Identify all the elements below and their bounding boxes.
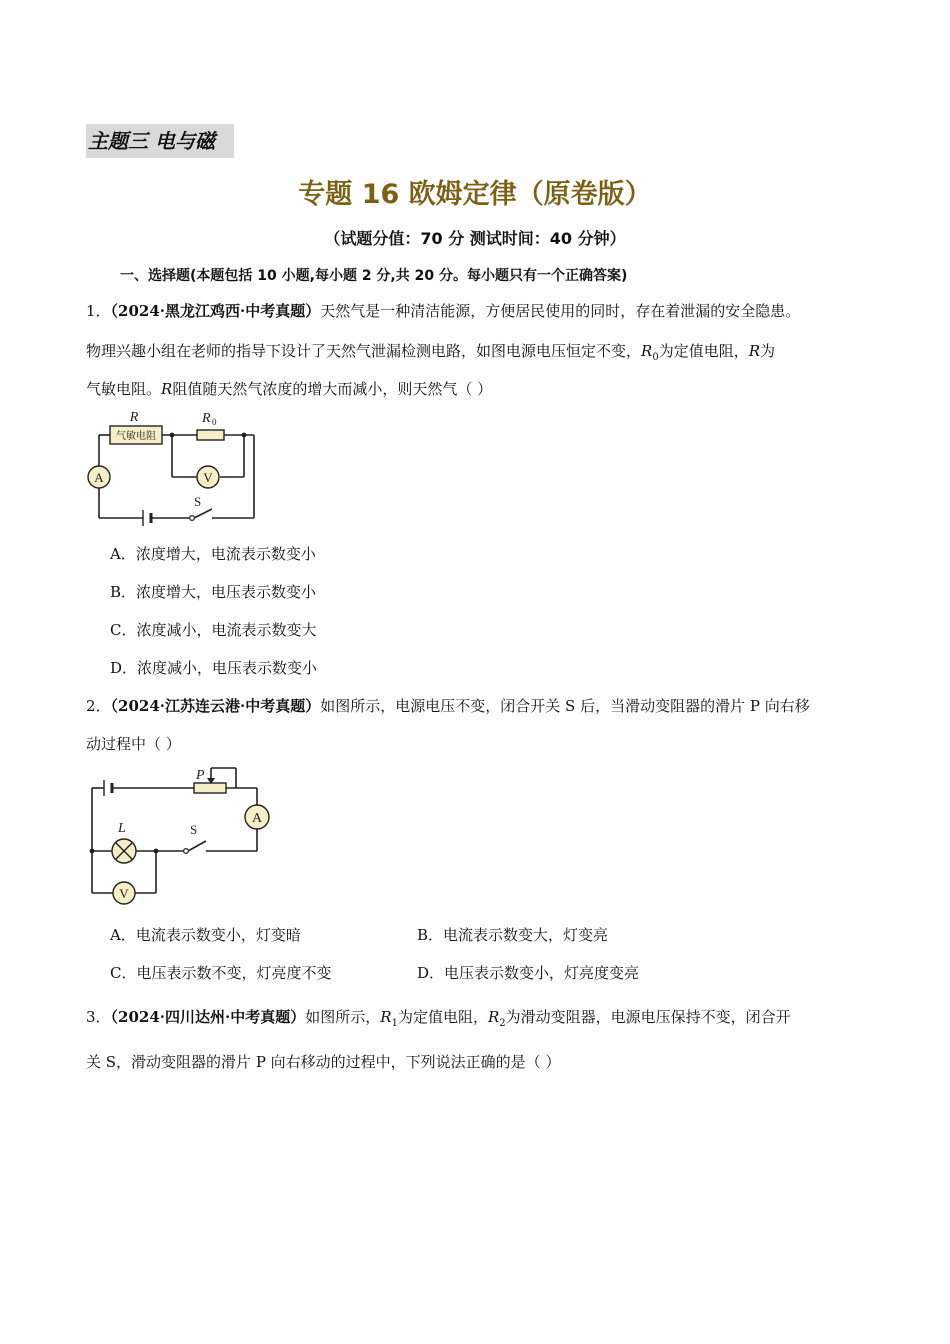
q3-r1-subscript: 1 <box>391 1018 398 1029</box>
q1-r-symbol-2: R <box>161 380 173 398</box>
q1-text-2c: 为 <box>760 342 776 360</box>
q1-r-symbol: R <box>748 342 760 360</box>
q2-option-b[interactable]: B．电流表示数变大，灯变亮 <box>417 926 609 944</box>
q3-line1 <box>86 1006 791 1029</box>
q1-text-2b: 为定值电阻， <box>658 342 749 360</box>
q1-junction <box>242 433 247 438</box>
q1-text-2a: 物理兴趣小组在老师的指导下设计了天然气泄漏检测电路，如图电源电压恒定不变， <box>86 342 642 360</box>
q1-circuit-diagram <box>84 406 264 526</box>
section-heading: 一、选择题(本题包括 10 小题,每小题 2 分,共 20 分。每小题只有一个正确答案) <box>120 268 628 284</box>
q1-option-b[interactable]: B．浓度增大，电压表示数变小 <box>110 583 317 601</box>
label-r0: R <box>202 411 211 426</box>
label-r: R <box>129 410 139 425</box>
q2-number: 2． <box>86 697 111 715</box>
q2-option-c[interactable]: C．电压表示数不变，灯亮度不变 <box>110 964 332 982</box>
q1-line2 <box>86 340 775 363</box>
q3-r1-symbol: R <box>380 1008 392 1026</box>
q2-option-a[interactable]: A．电流表示数变小，灯变暗 <box>110 926 301 944</box>
q1-option-d[interactable]: D．浓度减小，电压表示数变小 <box>110 659 318 677</box>
ammeter-label: A <box>94 470 104 485</box>
q1-line1 <box>86 300 800 321</box>
q2-source: （2024·江苏连云港·中考真题） <box>110 697 321 715</box>
q2-line1 <box>86 695 810 716</box>
q3-line2: 关 S，滑动变阻器的滑片 P 向右移动的过程中，下列说法正确的是（ ） <box>86 1053 561 1071</box>
voltmeter-label: V <box>119 886 129 901</box>
q1-r0-subscript: 0 <box>652 352 659 363</box>
q1-r0-symbol: R <box>641 342 653 360</box>
gas-sensor-label: 气敏电阻 <box>116 431 156 442</box>
q1-text-3a: 气敏电阻。 <box>86 380 162 398</box>
q3-source: （2024·四川达州·中考真题） <box>110 1008 306 1026</box>
q1-option-c[interactable]: C．浓度减小，电流表示数变大 <box>110 621 317 639</box>
q3-r2-subscript: 2 <box>499 1018 506 1029</box>
ammeter-label: A <box>251 811 263 826</box>
q1-line3 <box>86 378 492 399</box>
q1-text-1: 天然气是一种清洁能源，方便居民使用的同时，存在着泄漏的安全隐患。 <box>320 302 801 320</box>
q2-text-1: 如图所示，电源电压不变，闭合开关 S 后，当滑动变阻器的滑片 P 向右移 <box>320 697 810 715</box>
q2-option-d[interactable]: D．电压表示数变小，灯亮度变亮 <box>417 964 640 982</box>
q1-number: 1． <box>86 302 111 320</box>
q2-line2: 动过程中（ ） <box>86 735 181 753</box>
rheostat <box>194 783 226 793</box>
label-r0-sub: 0 <box>212 417 217 427</box>
q2-circuit-diagram <box>84 762 284 912</box>
switch-label: S <box>190 822 198 837</box>
label-p: P <box>196 768 205 783</box>
label-l: L <box>118 821 126 836</box>
r0-resistor <box>197 430 224 440</box>
q3-text-1a: 如图所示， <box>305 1008 381 1026</box>
q1-text-3b: 阻值随天然气浓度的增大而减小，则天然气（ ） <box>172 380 493 398</box>
page-title: 专题 16 欧姆定律（原卷版） <box>298 179 652 210</box>
q3-number: 3． <box>86 1008 111 1026</box>
voltmeter-label: V <box>203 470 213 485</box>
theme-banner: 主题三 电与磁 <box>86 124 234 158</box>
q3-text-1b: 为定值电阻， <box>397 1008 488 1026</box>
q1-source: （2024·黑龙江鸡西·中考真题） <box>110 302 321 320</box>
q1-option-a[interactable]: A．浓度增大，电流表示数变小 <box>110 545 316 563</box>
q3-text-1c: 为滑动变阻器，电源电压保持不变，闭合开 <box>505 1008 791 1026</box>
switch-label: S <box>194 494 202 509</box>
exam-info: （试题分值：70 分 测试时间：40 分钟） <box>324 229 626 248</box>
q3-r2-symbol: R <box>487 1008 500 1026</box>
